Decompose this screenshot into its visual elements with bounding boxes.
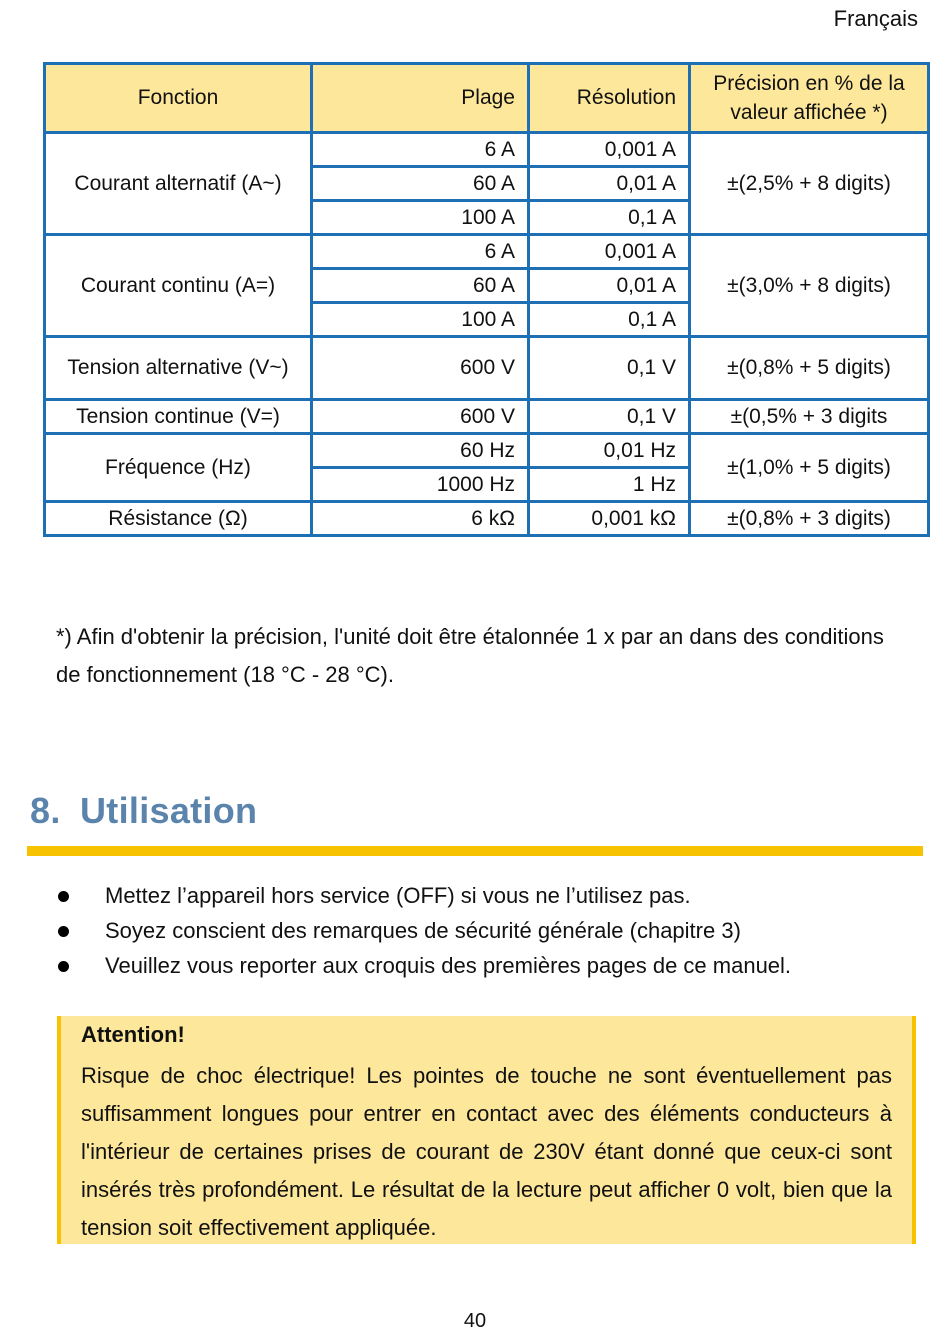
table-row	[45, 235, 929, 269]
precision-cell: ±(1,0% + 5 digits)	[690, 434, 929, 502]
table-row	[45, 337, 929, 400]
resolution-cell: 0,1 V	[529, 337, 690, 400]
usage-bullet-list	[56, 880, 791, 985]
resolution-cell: 1 Hz	[529, 468, 690, 502]
precision-cell: ±(0,8% + 5 digits)	[690, 337, 929, 400]
resolution-cell: 0,01 A	[529, 167, 690, 201]
resolution-cell: 0,01 Hz	[529, 434, 690, 468]
table-row	[45, 502, 929, 536]
section-number: 8.	[30, 790, 61, 831]
resolution-cell: 0,001 A	[529, 133, 690, 167]
header-resolution: Résolution	[529, 64, 690, 133]
list-item-text: Veuillez vous reporter aux croquis des premières pages de ce manuel.	[105, 953, 792, 978]
section-divider	[27, 846, 923, 856]
function-cell: Fréquence (Hz)	[45, 434, 312, 502]
section-heading	[30, 790, 257, 832]
specification-table	[43, 62, 930, 537]
resolution-cell: 0,1 A	[529, 303, 690, 337]
attention-title: Attention!	[81, 1022, 185, 1047]
table-row	[45, 434, 929, 468]
range-cell: 100 A	[312, 201, 529, 235]
list-item	[56, 950, 791, 985]
table-row	[45, 133, 929, 167]
precision-cell: ±(3,0% + 8 digits)	[690, 235, 929, 337]
function-cell: Tension continue (V=)	[45, 400, 312, 434]
range-cell: 60 A	[312, 167, 529, 201]
range-cell: 1000 Hz	[312, 468, 529, 502]
range-cell: 6 A	[312, 235, 529, 269]
range-cell: 600 V	[312, 400, 529, 434]
list-item-text: Mettez l’appareil hors service (OFF) si vous ne l’utilisez pas.	[105, 883, 691, 908]
precision-footnote: *) Afin d'obtenir la précision, l'unité doit être étalonnée 1 x par an dans des conditions de fonctionnement (18 °C - 28 °C).	[56, 624, 884, 687]
bullet-icon	[58, 961, 69, 972]
list-item	[56, 880, 791, 915]
header-range: Plage	[312, 64, 529, 133]
bullet-icon	[58, 926, 69, 937]
table-header-row	[45, 64, 929, 133]
resolution-cell: 0,01 A	[529, 269, 690, 303]
section-title: Utilisation	[80, 790, 258, 831]
resolution-cell: 0,001 A	[529, 235, 690, 269]
range-cell: 6 A	[312, 133, 529, 167]
function-cell: Courant alternatif (A~)	[45, 133, 312, 235]
list-item	[56, 915, 791, 950]
resolution-cell: 0,1 A	[529, 201, 690, 235]
precision-cell: ±(0,5% + 3 digits	[690, 400, 929, 434]
language-label: Français	[833, 6, 918, 31]
precision-cell: ±(2,5% + 8 digits)	[690, 133, 929, 235]
function-cell: Tension alternative (V~)	[45, 337, 312, 400]
range-cell: 60 A	[312, 269, 529, 303]
page-number: 40	[463, 1310, 487, 1332]
attention-box	[57, 1016, 916, 1244]
precision-cell: ±(0,8% + 3 digits)	[690, 502, 929, 536]
resolution-cell: 0,001 kΩ	[529, 502, 690, 536]
resolution-cell: 0,1 V	[529, 400, 690, 434]
header-precision: Précision en % de la valeur affichée *)	[690, 64, 929, 133]
table-row	[45, 400, 929, 434]
function-cell: Courant continu (A=)	[45, 235, 312, 337]
attention-body: Risque de choc électrique! Les pointes de touche ne sont éventuellement pas suffisamment longues pour entrer en contact avec des éléments conducteurs à l'intérieur de certaines prises de courant de 230V étant donné que ceux-ci sont insérés très profondément. Le résultat de la lecture peut afficher 0 volt, bien que la tension soit effectivement appliquée.	[81, 1063, 892, 1240]
list-item-text: Soyez conscient des remarques de sécurité générale (chapitre 3)	[105, 918, 741, 943]
range-cell: 6 kΩ	[312, 502, 529, 536]
function-cell: Résistance (Ω)	[45, 502, 312, 536]
header-function: Fonction	[45, 64, 312, 133]
range-cell: 600 V	[312, 337, 529, 400]
range-cell: 60 Hz	[312, 434, 529, 468]
bullet-icon	[58, 891, 69, 902]
range-cell: 100 A	[312, 303, 529, 337]
